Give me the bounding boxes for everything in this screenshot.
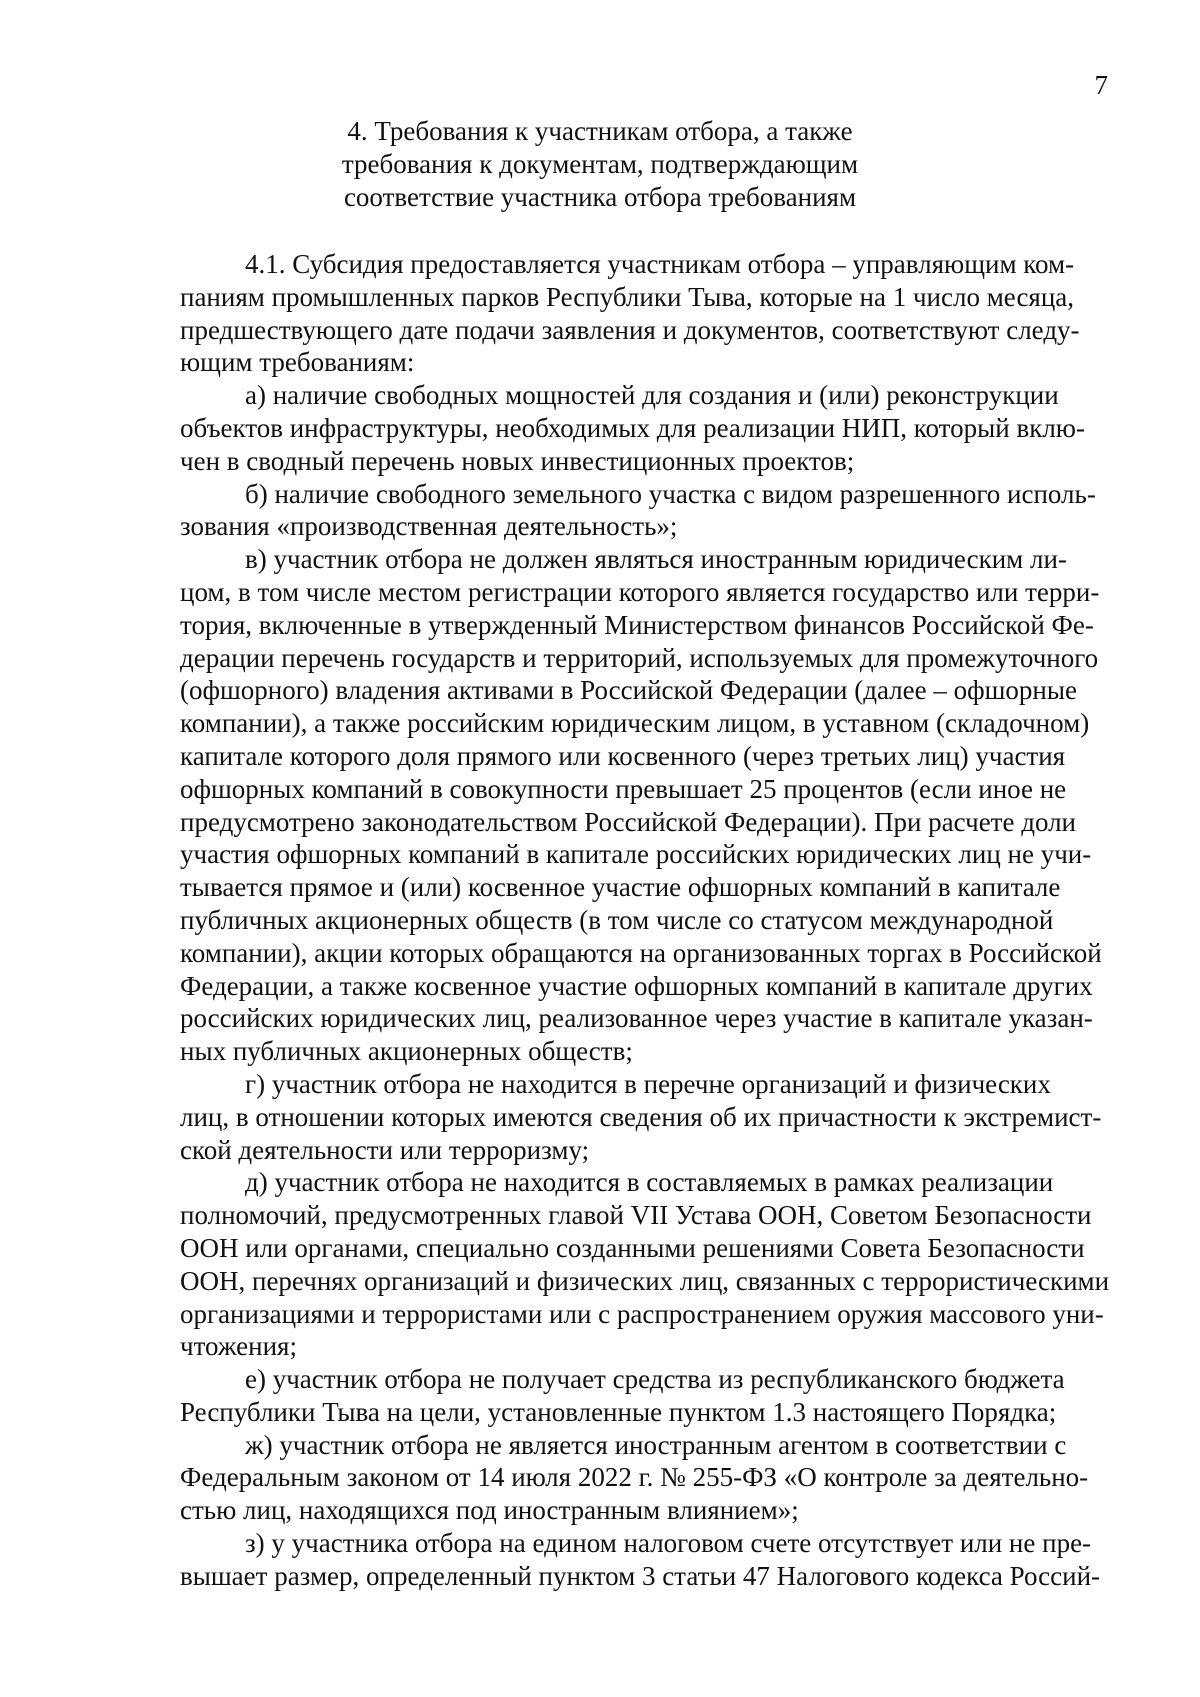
paragraph-line: д) участник отбора не находится в составляемых в рамках реализации [245, 1167, 1054, 1198]
paragraph [180, 543, 1102, 1068]
paragraph-line: вышает размер, определенный пунктом 3 статьи 47 Налогового кодекса Россий- [180, 1560, 1101, 1591]
section-heading [240, 115, 960, 214]
paragraph [180, 248, 1080, 379]
paragraph-line: компании), акции которых обращаются на организованных торгах в Российской [180, 937, 1102, 968]
paragraph-line: зования «производственная деятельность»; [180, 511, 678, 542]
paragraph [180, 1527, 1101, 1593]
paragraph-line: а) наличие свободных мощностей для создания и (или) реконструкции [245, 380, 1059, 411]
paragraph-line: ных публичных акционерных обществ; [180, 1036, 633, 1067]
paragraph [180, 1068, 1102, 1166]
paragraph-line: стью лиц, находящихся под иностранным влиянием»; [180, 1495, 799, 1526]
paragraph-line: тория, включенные в утвержденный Министерством финансов Российской Фе- [180, 609, 1094, 640]
paragraph-line: (офшорного) владения активами в Российской Федерации (далее – офшорные [180, 675, 1077, 706]
paragraph-line: полномочий, предусмотренных главой VII Устава ООН, Советом Безопасности [180, 1200, 1092, 1231]
paragraph-line: Федеральным законом от 14 июля 2022 г. № 255-ФЗ «О контроле за деятельно- [180, 1462, 1089, 1493]
paragraph [180, 379, 1085, 477]
page-number: 7 [1094, 70, 1108, 100]
paragraph-line: участия офшорных компаний в капитале российских юридических лиц не учи- [180, 839, 1092, 870]
paragraph-line: паниям промышленных парков Республики Тыва, которые на 1 число месяца, [180, 281, 1075, 312]
paragraph [180, 1166, 1110, 1363]
paragraph [180, 478, 1096, 544]
paragraph-line: Федерации, а также косвенное участие офшорных компаний в капитале других [180, 970, 1093, 1001]
paragraph-line: з) у участника отбора на едином налоговом счете отсутствует или не пре- [245, 1528, 1092, 1559]
paragraph-line: капитале которого доля прямого или косвенного (через третьих лиц) участия [180, 740, 1066, 771]
paragraph-line: организациями и террористами или с распространением оружия массового уни- [180, 1298, 1104, 1329]
paragraph-line: е) участник отбора не получает средства из республиканского бюджета [245, 1364, 1065, 1395]
paragraph-line: цом, в том числе местом регистрации которого является государство или терри- [180, 576, 1100, 607]
heading-line: требования к документам, подтверждающим [341, 149, 859, 179]
paragraph-line: б) наличие свободного земельного участка с видом разрешенного исполь- [245, 478, 1096, 509]
paragraph-line: дерации перечень государств и территорий, используемых для промежуточного [180, 642, 1099, 673]
heading-line: 4. Требования к участникам отбора, а также [347, 116, 853, 146]
heading-line: соответствие участника отбора требованиям [343, 182, 857, 212]
paragraph [180, 1363, 1065, 1429]
paragraph-line: тывается прямое и (или) косвенное участие офшорных компаний в капитале [180, 872, 1061, 903]
paragraph-line: офшорных компаний в совокупности превышает 25 процентов (если иное не [180, 773, 1067, 804]
paragraph-line: российских юридических лиц, реализованное через участие в капитале указан- [180, 1003, 1093, 1034]
paragraph [180, 1429, 1089, 1527]
paragraph-line: ООН, перечнях организаций и физических лиц, связанных с террористическими [180, 1265, 1110, 1296]
paragraph-line: Республики Тыва на цели, установленные пунктом 1.3 настоящего Порядка; [180, 1396, 1057, 1427]
paragraph-line: предшествующего дате подачи заявления и документов, соответствуют следу- [180, 314, 1080, 345]
paragraph-line: чен в сводный перечень новых инвестиционных проектов; [180, 445, 855, 476]
paragraph-line: компании), а также российским юридическим лицом, в уставном (складочном) [180, 708, 1090, 739]
document-body [180, 248, 1110, 1593]
paragraph-line: чтожения; [180, 1331, 297, 1362]
paragraph-line: объектов инфраструктуры, необходимых для реализации НИП, который вклю- [180, 412, 1085, 443]
paragraph-line: в) участник отбора не должен являться иностранным юридическим ли- [245, 544, 1067, 575]
paragraph-line: ющим требованиям: [180, 347, 415, 378]
paragraph-line: ж) участник отбора не является иностранным агентом в соответствии с [245, 1429, 1067, 1460]
paragraph-line: ской деятельности или терроризму; [180, 1134, 590, 1165]
paragraph-line: ООН или органами, специально созданными решениями Совета Безопасности [180, 1232, 1085, 1263]
paragraph-line: 4.1. Субсидия предоставляется участникам отбора – управляющим ком- [245, 249, 1075, 279]
paragraph-line: предусмотрено законодательством Российской Федерации). При расчете доли [180, 806, 1077, 837]
paragraph-line: лиц, в отношении которых имеются сведения об их причастности к экстремист- [180, 1101, 1102, 1132]
paragraph-line: г) участник отбора не находится в перечне организаций и физических [245, 1068, 1051, 1099]
paragraph-line: публичных акционерных обществ (в том числе со статусом международной [180, 904, 1054, 935]
